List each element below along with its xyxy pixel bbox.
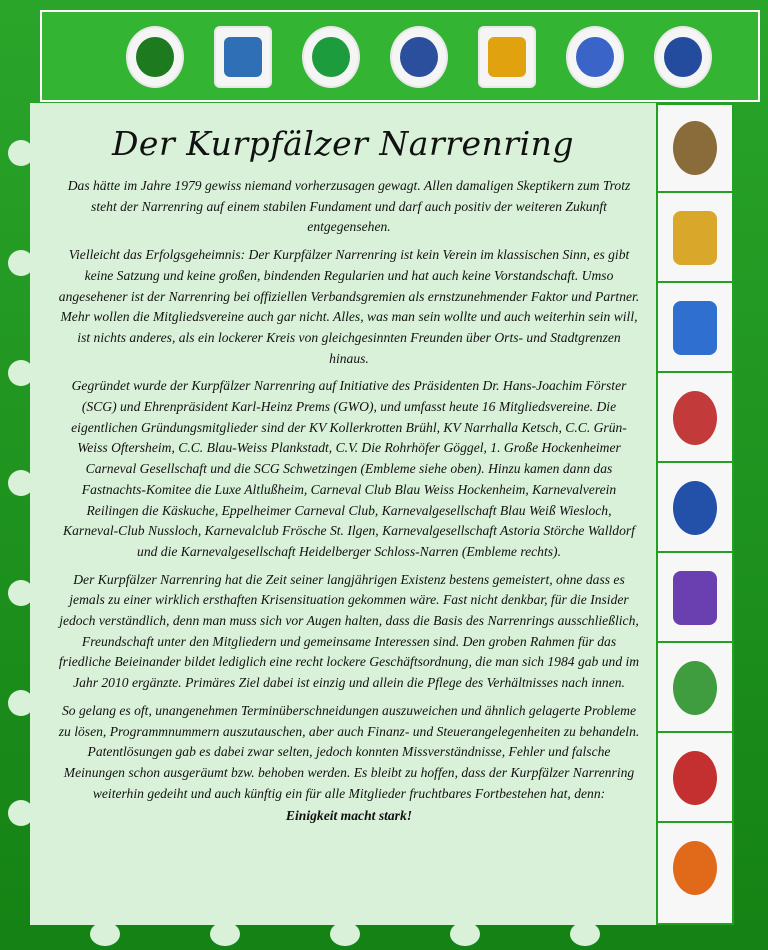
kcn-nussloch-emblem [658,555,732,643]
hockenheimer-cg-emblem [566,26,624,88]
blau-weiss-hockenheim-emblem [658,195,732,283]
kaeskuche-reilingen-emblem [658,285,732,373]
paragraph: Das hätte im Jahre 1979 gewiss niemand vorherzusagen gewagt. Allen damaligen Skeptikern zum Trotz steht der Narrenring auf einem stabilen Fundament und darf auch positiv der weiteren Zukunft entgegensehen. [67,178,631,235]
right-emblem-column [656,103,734,925]
astoria-stoerche-walldorf-emblem [658,735,732,823]
puzzle-knob [8,690,34,716]
narrhalla-ketsch-emblem [214,26,272,88]
luxe-altlussheim-emblem [658,105,732,193]
top-emblem-strip [40,10,760,102]
puzzle-knob [330,922,360,946]
puzzle-knob [8,580,34,606]
puzzle-knob [450,922,480,946]
paragraph: So gelang es oft, unangenehmen Terminüberschneidungen auszuweichen und ähnlich gelagerte Probleme zu lösen, Programmnummern auszutauschen, aber auch Finanz- und Steuerangelegenheiten zu behandeln. Patentlösungen gab es dabei zwar selten, jedoch konnten Missverständnisse, Fehler und falsche Meinungen schon ausgeräumt bzw. behoben werden. Es bleibt zu hoffen, dass der Kurpfälzer Narrenring weiterhin gedeiht und auch künftig ein für alle Mitglieder fruchtbares Fortbestehen hat, denn: [58,702,640,801]
heidelberger-schloss-narren-emblem [658,825,732,913]
paragraph: Vielleicht das Erfolgsgeheimnis: Der Kurpfälzer Narrenring ist kein Verein im klassischen Sinn, es gibt keine Satzung und keine großen, bindenden Regularien und hat auch keine Vorstandschaft. Umso angesehener ist der Narrenring bei offiziellen Verbandsgremien als ernstzunehmender Faktor und Partner. Mehr wollen die Mitgliedsvereine auch gar nicht. Alles, was man sein wollte und auch weiterhin sein will, ist nichts anderes, als ein lockerer Kreis von gleichgesinnten Freunden über Orts- und Stadtgrenzen hinaus. [58,247,640,366]
rohrhoefer-goeggel-emblem [478,26,536,88]
kollerkrotten-emblem [126,26,184,88]
eppelheimer-cc-emblem [658,375,732,463]
puzzle-knob [8,470,34,496]
blau-weiss-plankstadt-emblem [390,26,448,88]
article-body [58,176,640,827]
puzzle-knob [90,922,120,946]
puzzle-knob [8,250,34,276]
puzzle-knob [210,922,240,946]
puzzle-knob [8,360,34,386]
paragraph: Der Kurpfälzer Narrenring hat die Zeit seiner langjährigen Existenz bestens gemeistert, ohne dass es jemals zu einer wirklich ersthaften Krisensituation gekommen wäre. Fast nicht denkbar, für die Insider jedoch verständlich, denn man muss sich vor Augen halten, dass die Basis des Narrenrings ausschließlich, Freundschaft unter den Mitgliedern und gemeinsame Interessen sind. Den groben Rahmen für das friedliche Beieinander bildet lediglich eine recht lockere Geschäftsordnung, die man sich 1984 gab und im Jahr 2010 ergänzte. Primäres Ziel dabei ist einzig und allein die Pflege des Verhältnisses nach innen. [58,571,640,691]
puzzle-knob [570,922,600,946]
slogan: Einigkeit macht stark! [285,808,413,824]
gwo-emblem [302,26,360,88]
paragraph: Gegründet wurde der Kurpfälzer Narrenring auf Initiative des Präsidenten Dr. Hans-Joachim Förster (SCG) und Ehrenpräsident Karl-Heinz Prems (GWO), und umfasst heute 16 Mitgliedsvereine. Die eigentlichen Gründungsmitglieder sind der KV Kollerkrotten Brühl, KV Narrhalla Ketsch, C.C. Grün-Weiss Oftersheim, C.C. Blau-Weiss Plankstadt, C.V. Die Rohrhöfer Göggel, 1. Große Hockenheimer Carneval Gesellschaft und die SCG Schwetzingen (Embleme siehe oben). Hinzu kamen dann das Fastnachts-Komitee die Luxe Altlußheim, Carneval Club Blau Weiss Hockenheim, Karnevalverein Reilingen die Käskuche, Eppelheimer Carneval Club, Karnevalgesellschaft Blau Weiß Wiesloch, Karneval-Club Nussloch, Karnevalclub Frösche St. Ilgen, Karnevalgesellschaft Astoria Störche Walldorf und die Karnevalgesellschaft Heidelberger Schloss-Narren (Embleme rechts). [63,378,635,559]
page-title: Der Kurpfälzer Narrenring [111,124,575,163]
scg-schwetzingen-emblem [654,26,712,88]
puzzle-knob [8,800,34,826]
froesche-st-ilgen-emblem [658,645,732,733]
blau-weiss-wiesloch-emblem [658,465,732,553]
